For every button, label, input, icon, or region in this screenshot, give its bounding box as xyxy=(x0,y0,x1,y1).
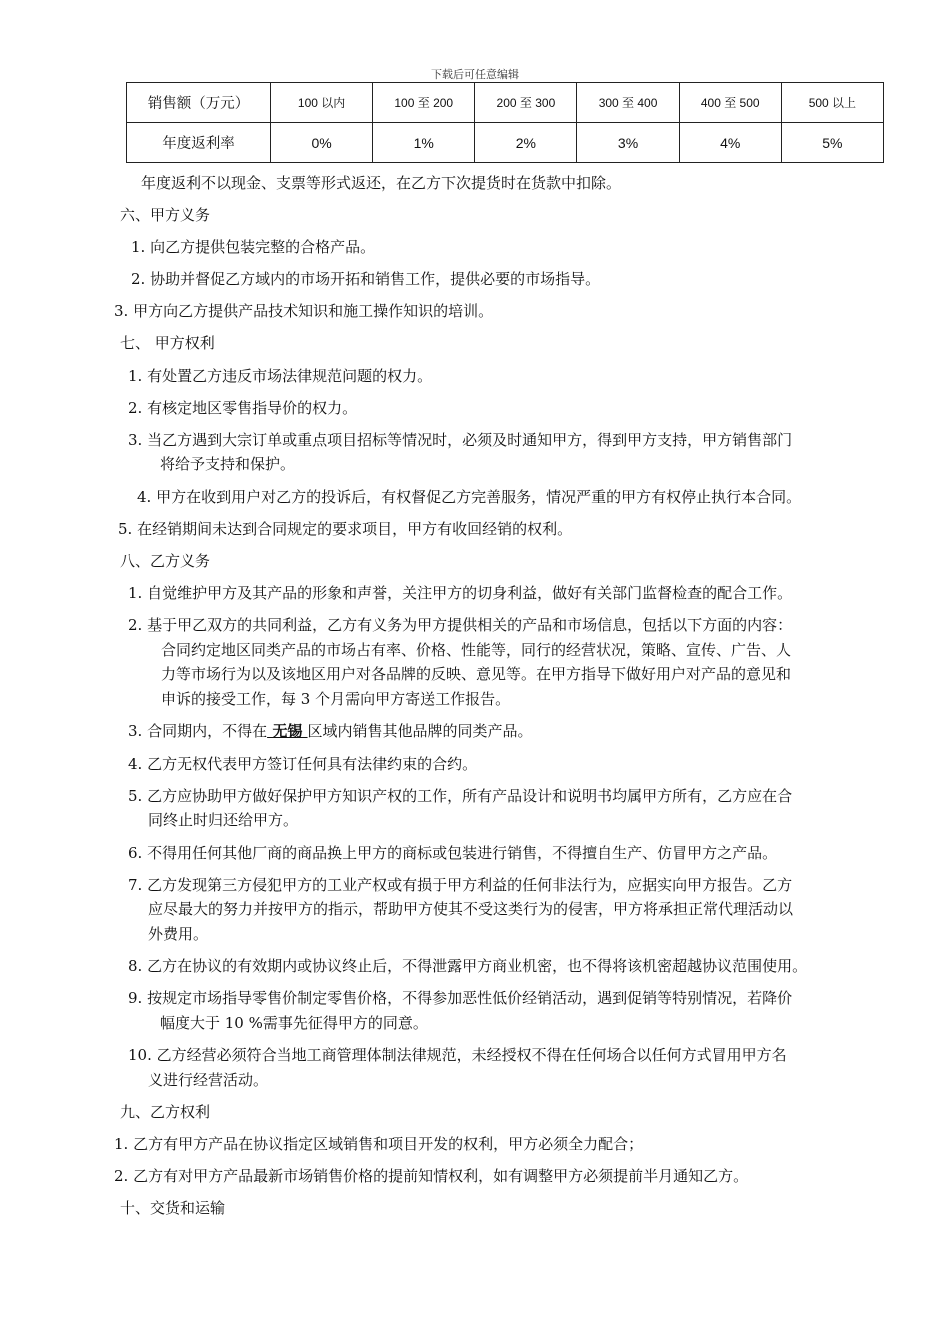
clause-continued: 同终止时归还给甲方。 xyxy=(148,811,299,829)
clause: 4. 甲方在收到用户对乙方的投诉后，有权督促乙方完善服务，情况严重的甲方有权停止执行本合同。 xyxy=(137,488,802,506)
table-cell: 5% xyxy=(781,123,883,163)
table-cell: 100 以内 xyxy=(271,83,373,123)
clause: 5. 在经销期间未达到合同规定的要求项目，甲方有收回经销的权利。 xyxy=(118,520,573,538)
table-row xyxy=(127,123,884,163)
table-cell: 500 以上 xyxy=(781,83,883,123)
section-heading: 六、甲方义务 xyxy=(120,206,211,224)
clause: 1. 自觉维护甲方及其产品的形象和声誉，关注甲方的切身利益，做好有关部门监督检查的配合工作。 xyxy=(128,584,793,602)
section-heading: 十、交货和运输 xyxy=(120,1199,226,1217)
clause-continued: 义进行经营活动。 xyxy=(148,1071,269,1089)
clause xyxy=(128,721,533,741)
section-heading: 七、 甲方权利 xyxy=(120,334,215,352)
clause: 5. 乙方应协助甲方做好保护甲方知识产权的工作，所有产品设计和说明书均属甲方所有，乙方应在合 xyxy=(128,787,793,805)
sales-amount-header: 销售额（万元） xyxy=(127,83,271,123)
section-heading: 八、乙方义务 xyxy=(120,552,211,570)
clause: 3. 当乙方遇到大宗订单或重点项目招标等情况时，必须及时通知甲方，得到甲方支持，甲方销售部门 xyxy=(128,431,793,449)
clause: 2. 乙方有对甲方产品最新市场销售价格的提前知情权利，如有调整甲方必须提前半月通知乙方。 xyxy=(114,1167,749,1185)
table-cell: 300 至 400 xyxy=(577,83,679,123)
table-cell: 200 至 300 xyxy=(475,83,577,123)
clause: 3. 甲方向乙方提供产品技术知识和施工操作知识的培训。 xyxy=(114,302,494,320)
region-field: 无锡 xyxy=(267,722,308,740)
clause: 1. 有处置乙方违反市场法律规范问题的权力。 xyxy=(128,367,433,385)
clause-continued: 应尽最大的努力并按甲方的指示，帮助甲方使其不受这类行为的侵害，甲方将承担正常代理活动以 xyxy=(148,900,794,918)
table-cell: 2% xyxy=(475,123,577,163)
clause-continued: 外费用。 xyxy=(148,925,209,943)
rebate-note: 年度返利不以现金、支票等形式返还，在乙方下次提货时在货款中扣除。 xyxy=(141,174,622,192)
section-heading: 九、乙方权利 xyxy=(120,1103,211,1121)
clause: 7. 乙方发现第三方侵犯甲方的工业产权或有损于甲方利益的任何非法行为，应据实向甲方报告。乙方 xyxy=(128,876,793,894)
table-cell: 3% xyxy=(577,123,679,163)
table-cell: 4% xyxy=(679,123,781,163)
clause-continued: 合同约定地区同类产品的市场占有率、价格、性能等，同行的经营状况，策略、宣传、广告、人 xyxy=(161,641,792,659)
clause: 4. 乙方无权代表甲方签订任何具有法律约束的合约。 xyxy=(128,755,478,773)
clause-text: 区域内销售其他品牌的同类产品。 xyxy=(307,722,533,740)
clause-continued: 将给予支持和保护。 xyxy=(160,455,296,473)
clause: 1. 向乙方提供包装完整的合格产品。 xyxy=(131,238,376,256)
clause: 6. 不得用任何其他厂商的商品换上甲方的商标或包装进行销售，不得擅自生产、仿冒甲方之产品。 xyxy=(128,844,778,862)
clause: 2. 有核定地区零售指导价的权力。 xyxy=(128,399,358,417)
table-cell: 1% xyxy=(373,123,475,163)
rebate-table xyxy=(126,82,884,163)
table-cell: 400 至 500 xyxy=(679,83,781,123)
rebate-rate-header: 年度返利率 xyxy=(127,123,271,163)
clause-continued: 力等市场行为以及该地区用户对各品牌的反映、意见等。在甲方指导下做好用户对产品的意见和 xyxy=(161,665,792,683)
table-cell: 0% xyxy=(271,123,373,163)
clause: 2. 协助并督促乙方域内的市场开拓和销售工作，提供必要的市场指导。 xyxy=(131,270,601,288)
table-cell: 100 至 200 xyxy=(373,83,475,123)
clause: 9. 按规定市场指导零售价制定零售价格，不得参加恶性低价经销活动，遇到促销等特别情况，若降价 xyxy=(128,989,793,1007)
clause-text: 3. 合同期内，不得在 xyxy=(128,722,268,740)
clause-continued: 申诉的接受工作，每 3 个月需向甲方寄送工作报告。 xyxy=(161,690,511,708)
clause: 1. 乙方有甲方产品在协议指定区域销售和项目开发的权利，甲方必须全力配合； xyxy=(114,1135,644,1153)
table-row xyxy=(127,83,884,123)
clause: 10. 乙方经营必须符合当地工商管理体制法律规范，未经授权不得在任何场合以任何方式冒用甲方名 xyxy=(128,1046,787,1064)
page-header: 下载后可任意编辑 xyxy=(431,68,519,81)
clause: 8. 乙方在协议的有效期内或协议终止后，不得泄露甲方商业机密，也不得将该机密超越协议范围使用。 xyxy=(128,957,808,975)
clause-continued: 幅度大于 10 %需事先征得甲方的同意。 xyxy=(160,1014,428,1032)
clause: 2. 基于甲乙双方的共同利益，乙方有义务为甲方提供相关的产品和市场信息，包括以下方面的内容： xyxy=(128,616,793,634)
